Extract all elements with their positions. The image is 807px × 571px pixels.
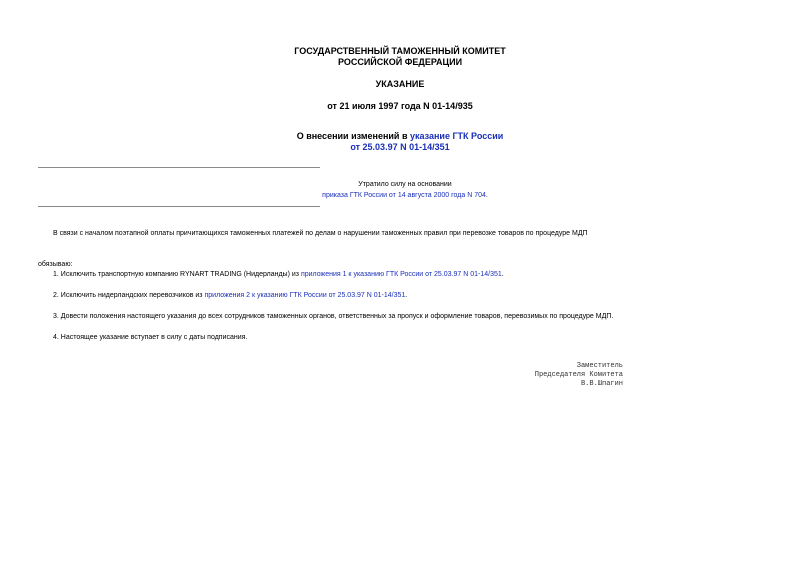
- signature-name: В.В.Шпагин: [580, 380, 623, 388]
- item-4: 4. Настоящее указание вступает в силу с даты подписания.: [53, 334, 248, 341]
- item-1-text: 1. Исключить транспортную компанию RYNART TRADING (Нидерланды) из: [53, 271, 301, 278]
- item-2-text: 2. Исключить нидерландских перевозчиков из: [53, 292, 205, 299]
- document-subject-line1: [200, 131, 600, 142]
- item-3: 3. Довести положения настоящего указания до всех сотрудников таможенных органов, ответственных за пропуск и оформление товаров, перевозимых по процедуре МДП.: [53, 313, 614, 320]
- document-type: УКАЗАНИЕ: [375, 79, 425, 89]
- status-suffix: .: [485, 192, 488, 199]
- status-note: Утратило силу на основании: [358, 181, 452, 188]
- status-link-order[interactable]: приказа ГТК России от 14 августа 2000 года N 704: [322, 192, 486, 199]
- org-name-line1: ГОСУДАРСТВЕННЫЙ ТАМОЖЕННЫЙ КОМИТЕТ: [294, 46, 506, 56]
- item-1-link[interactable]: приложения 1 к указанию ГТК России от 25.03.97 N 01-14/351: [300, 271, 502, 278]
- item-2-link[interactable]: приложения 2 к указанию ГТК России от 25.03.97 N 01-14/351: [204, 292, 406, 299]
- item-1: [53, 270, 504, 279]
- status-reference: [280, 191, 530, 200]
- document-date: от 21 июля 1997 года N 01-14/935: [327, 101, 473, 111]
- item-2-suffix: .: [405, 292, 408, 299]
- item-2: [53, 291, 407, 300]
- divider-bottom: [38, 206, 320, 207]
- obligates-label: обязываю:: [38, 261, 73, 268]
- item-1-suffix: .: [501, 271, 504, 278]
- subject-link-decree[interactable]: указание ГТК России: [410, 131, 504, 141]
- document-subject-line2: [200, 142, 600, 153]
- divider-top: [38, 167, 320, 168]
- org-name-line2: РОССИЙСКОЙ ФЕДЕРАЦИИ: [337, 57, 463, 67]
- intro-paragraph: В связи с началом поэтапной оплаты причитающихся таможенных платежей по делам о нарушении таможенных правил при перевозке товаров по процедуре МДП: [53, 230, 588, 237]
- subject-link-date[interactable]: от 25.03.97 N 01-14/351: [350, 142, 450, 152]
- subject-prefix: О внесении изменений в: [296, 131, 410, 141]
- signature-position: Председателя Комитета: [534, 371, 623, 379]
- signature-title: Заместитель: [576, 362, 623, 370]
